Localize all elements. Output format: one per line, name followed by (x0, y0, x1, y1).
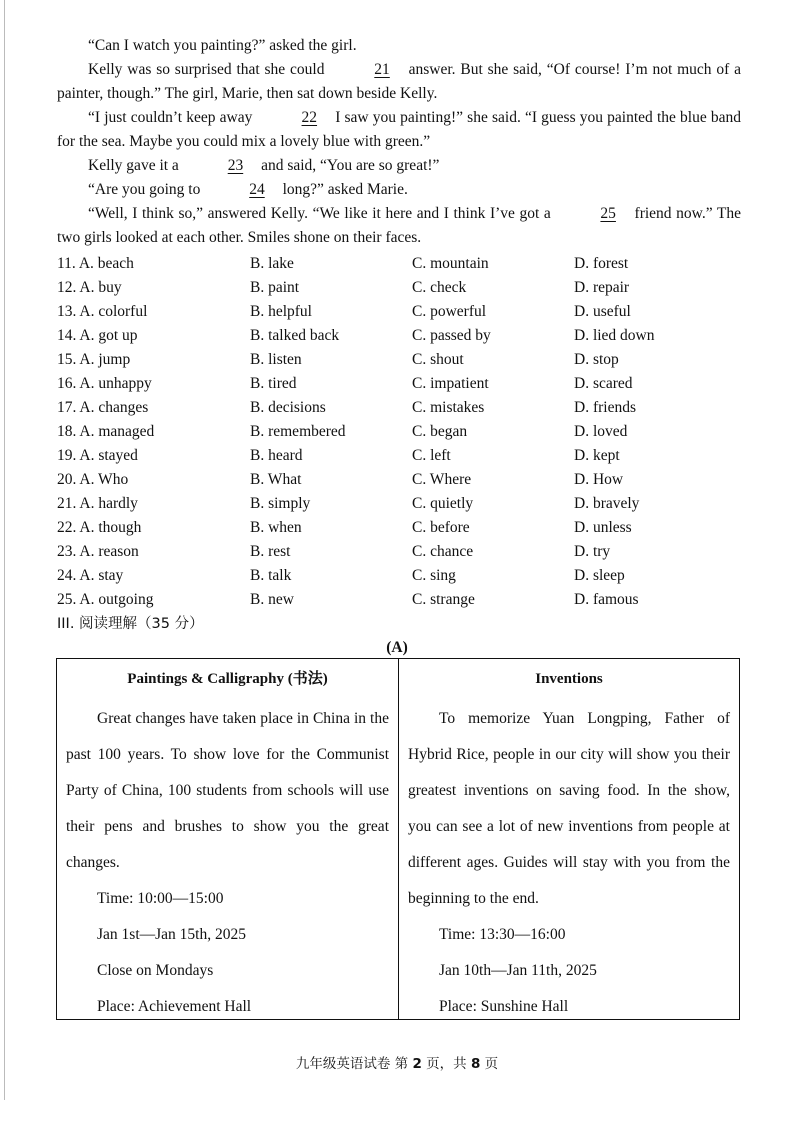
option-a: 14. A. got up (57, 327, 138, 344)
option-row (57, 372, 757, 396)
option-b: B. talk (250, 567, 292, 584)
ad-time: Time: 10:00—15:00 (97, 890, 224, 907)
option-d: D. unless (574, 519, 632, 536)
story-paragraph-5 (57, 178, 741, 202)
option-c: C. quietly (412, 495, 474, 512)
option-a: 24. A. stay (57, 567, 124, 584)
option-c: C. mistakes (412, 399, 485, 416)
option-row (57, 468, 757, 492)
option-row (57, 420, 757, 444)
option-b: B. heard (250, 447, 303, 464)
option-b: B. rest (250, 543, 291, 560)
part-label: (A) (386, 639, 408, 656)
option-a: 11. A. beach (57, 255, 134, 272)
options-list (57, 252, 757, 612)
option-row (57, 492, 757, 516)
option-c: C. check (412, 279, 467, 296)
option-c: C. sing (412, 567, 456, 584)
story-text: “I just couldn’t keep away (88, 109, 253, 126)
option-row (57, 564, 757, 588)
ad-note: Close on Mondays (97, 962, 214, 979)
story-paragraph-3 (57, 106, 741, 154)
story-text: “Can I watch you painting?” asked the girl. (88, 37, 357, 54)
option-d: D. bravely (574, 495, 640, 512)
footer-text: 页 (484, 1056, 499, 1072)
ad-paintings (57, 659, 398, 1019)
option-d: D. loved (574, 423, 628, 440)
option-b: B. when (250, 519, 302, 536)
option-d: D. lied down (574, 327, 655, 344)
option-c: C. Where (412, 471, 472, 488)
option-row (57, 276, 757, 300)
blank-24: 24 (249, 181, 265, 198)
option-c: C. left (412, 447, 451, 464)
blank-25: 25 (600, 205, 616, 222)
option-b: B. remembered (250, 423, 346, 440)
story-text: long?” asked Marie. (282, 181, 408, 198)
option-a: 22. A. though (57, 519, 142, 536)
option-c: C. before (412, 519, 470, 536)
option-d: D. useful (574, 303, 631, 320)
option-row (57, 588, 757, 612)
ad-description: To memorize Yuan Longping, Father of Hybrid Rice, people in our city will show you their greatest inventions on saving food. In the show, you can see a lot of new inventions from people at different ages. Guides will stay with you from the beginning to the end. (408, 710, 730, 907)
option-b: B. decisions (250, 399, 326, 416)
option-b: B. new (250, 591, 294, 608)
story-paragraph-1 (57, 34, 741, 58)
option-a: 18. A. managed (57, 423, 155, 440)
option-a: 16. A. unhappy (57, 375, 152, 392)
option-row (57, 444, 757, 468)
option-c: C. mountain (412, 255, 489, 272)
binding-margin-line (4, 0, 5, 1100)
blank-21: 21 (374, 61, 390, 78)
blank-22: 22 (301, 109, 318, 126)
ad-place: Place: Sunshine Hall (439, 998, 569, 1015)
option-d: D. forest (574, 255, 629, 272)
story-paragraph-4 (57, 154, 741, 178)
option-a: 21. A. hardly (57, 495, 138, 512)
story-text: and said, “You are so great!” (261, 157, 440, 174)
option-a: 20. A. Who (57, 471, 129, 488)
ad-description: Great changes have taken place in China in the past 100 years. To show love for the Communist Party of China, 100 students from schools will use their pens and brushes to show you the great changes. (66, 710, 389, 871)
option-b: B. tired (250, 375, 297, 392)
section-heading: III. 阅读理解（35 分） (57, 616, 204, 632)
option-b: B. talked back (250, 327, 340, 344)
option-c: C. powerful (412, 303, 487, 320)
story-paragraph-6 (57, 202, 741, 250)
blank-23: 23 (227, 157, 244, 174)
option-d: D. famous (574, 591, 639, 608)
story-paragraph-2 (57, 58, 741, 106)
option-d: D. stop (574, 351, 619, 368)
option-d: D. kept (574, 447, 620, 464)
option-c: C. chance (412, 543, 474, 560)
option-a: 13. A. colorful (57, 303, 148, 320)
ad-inventions (398, 659, 739, 1019)
option-b: B. What (250, 471, 302, 488)
option-d: D. try (574, 543, 611, 560)
story-text: “Are you going to (88, 181, 201, 198)
option-a: 12. A. buy (57, 279, 122, 296)
option-a: 17. A. changes (57, 399, 149, 416)
option-c: C. strange (412, 591, 475, 608)
ad-title: Paintings & Calligraphy (书法) (127, 671, 328, 687)
ad-dates: Jan 10th—Jan 11th, 2025 (439, 962, 597, 979)
option-row (57, 252, 757, 276)
option-d: D. sleep (574, 567, 625, 584)
option-c: C. passed by (412, 327, 491, 344)
option-c: C. began (412, 423, 468, 440)
ad-place: Place: Achievement Hall (97, 998, 252, 1015)
option-d: D. friends (574, 399, 636, 416)
ad-dates: Jan 1st—Jan 15th, 2025 (97, 926, 246, 943)
story-text: I saw you painting!” she said. “I guess you painted the blue band for the sea. Maybe you could mix a lovely blue with green.” (57, 109, 741, 150)
footer-text: 页，共 (426, 1056, 467, 1072)
story-text: Kelly gave it a (88, 157, 179, 174)
option-c: C. shout (412, 351, 464, 368)
option-row (57, 540, 757, 564)
option-row (57, 516, 757, 540)
option-a: 23. A. reason (57, 543, 139, 560)
option-row (57, 348, 757, 372)
page-footer (0, 1052, 794, 1072)
option-d: D. repair (574, 279, 630, 296)
story-text: “Well, I think so,” answered Kelly. “We like it here and I think I’ve got a (88, 205, 551, 222)
option-c: C. impatient (412, 375, 489, 392)
story-text: friend now.” The two girls looked at each other. Smiles shone on their faces. (57, 205, 742, 246)
story-text: answer. But she said, “Of course! I’m not much of a painter, though.” The girl, Marie, then sat down beside Kelly. (57, 61, 741, 102)
option-a: 15. A. jump (57, 351, 131, 368)
option-d: D. scared (574, 375, 633, 392)
story-text: Kelly was so surprised that she could (88, 61, 325, 78)
option-b: B. simply (250, 495, 311, 512)
option-a: 19. A. stayed (57, 447, 138, 464)
ad-time: Time: 13:30—16:00 (439, 926, 566, 943)
option-b: B. lake (250, 255, 294, 272)
option-b: B. helpful (250, 303, 312, 320)
option-d: D. How (574, 471, 624, 488)
ad-title: Inventions (535, 671, 603, 687)
option-row (57, 300, 757, 324)
option-b: B. listen (250, 351, 302, 368)
option-row (57, 324, 757, 348)
option-a: 25. A. outgoing (57, 591, 154, 608)
option-b: B. paint (250, 279, 300, 296)
ad-table (56, 658, 740, 1020)
option-row (57, 396, 757, 420)
footer-text: 九年级英语试卷 第 (295, 1056, 409, 1072)
footer-total-pages: 8 (470, 1056, 481, 1072)
footer-page-number: 2 (412, 1056, 422, 1072)
